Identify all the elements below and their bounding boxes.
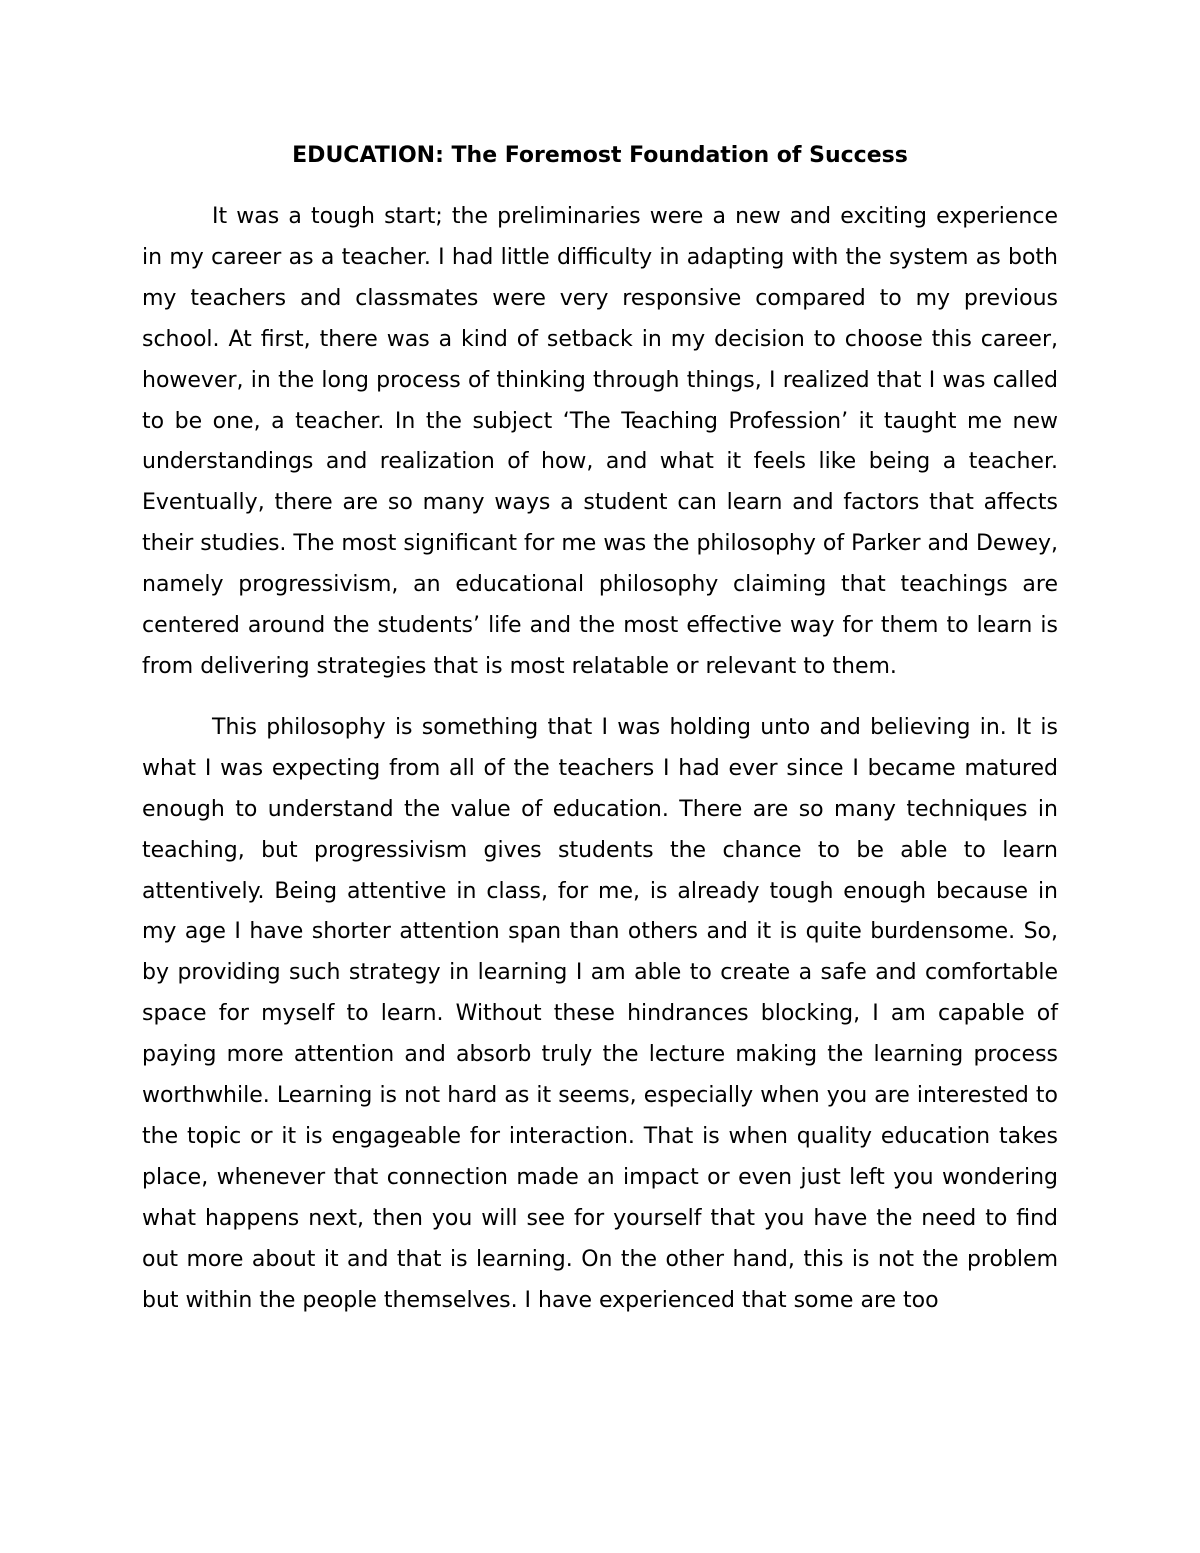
paragraph-1: It was a tough start; the preliminaries were a new and exciting experience in my career as a teacher. I had little difficulty in adapting with the system as both my teachers and classmates were very responsive compared to my previous school. At first, there was a kind of setback in my decision to choose this career, however, in the long process of thinking through things, I realized that I was called to be one, a teacher. In the subject ‘The Teaching Profession’ it taught me new understandings and realization of how, and what it feels like being a teacher. Eventually, there are so many ways a student can learn and factors that affects their studies. The most significant for me was the philosophy of Parker and Dewey, namely progressivism, an educational philosophy claiming that teachings are centered around the students’ life and the most effective way for them to learn is from delivering strategies that is most relatable or relevant to them. — [142, 204, 1058, 679]
paragraph-2: This philosophy is something that I was holding unto and believing in. It is what I was expecting from all of the teachers I had ever since I became matured enough to understand the value of education. There are so many techniques in teaching, but progressivism gives students the chance to be able to learn attentively. Being attentive in class, for me, is already tough enough because in my age I have shorter attention span than others and it is quite burdensome. So, by providing such strategy in learning I am able to create a safe and comfortable space for myself to learn. Without these hindrances blocking, I am capable of paying more attention and absorb truly the lecture making the learning process worthwhile. Learning is not hard as it seems, especially when you are interested to the topic or it is engageable for interaction. That is when quality education takes place, whenever that connection made an impact or even just left you wondering what happens next, then you will see for yourself that you have the need to find out more about it and that is learning. On the other hand, this is not the problem but within the people themselves. I have experienced that some are too — [142, 714, 1058, 1313]
document-body — [142, 197, 1058, 1321]
document-title: EDUCATION: The Foremost Foundation of Success — [292, 143, 908, 168]
